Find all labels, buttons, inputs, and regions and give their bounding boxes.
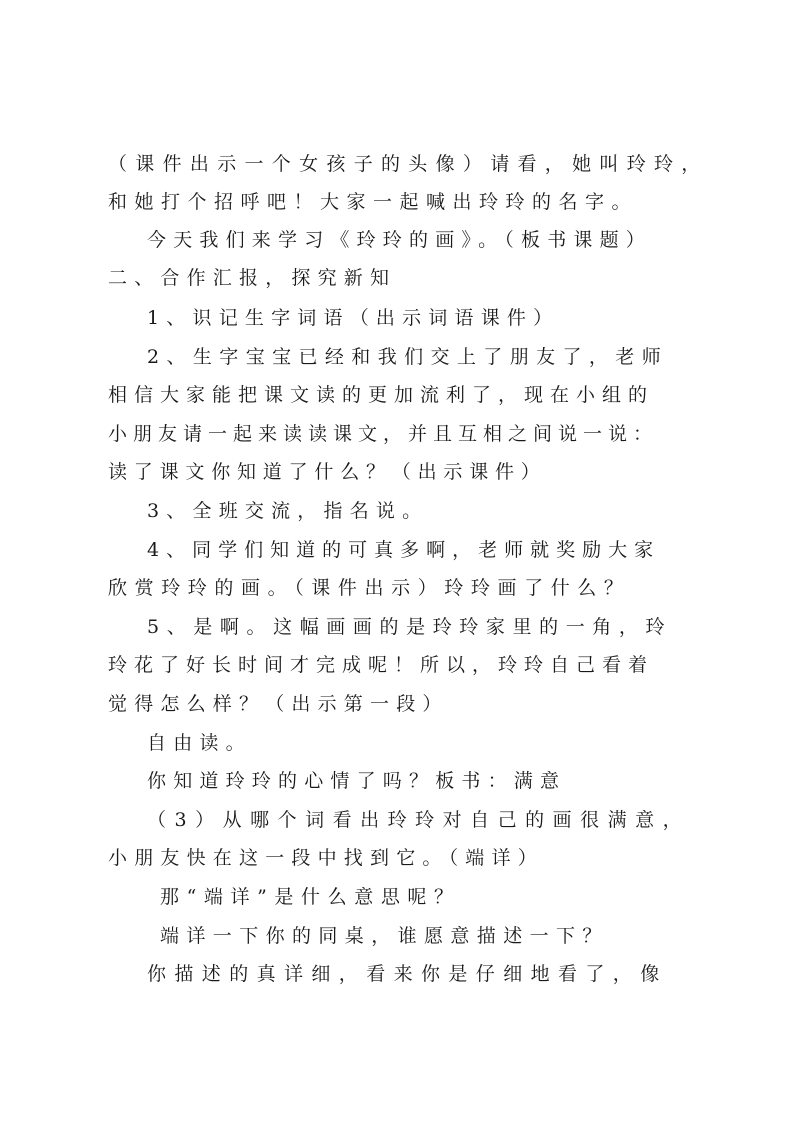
text-line-9: 读了课文你知道了什么？（出示课件） <box>108 461 547 483</box>
text-line-12: 欣赏玲玲的画。（课件出示）玲玲画了什么？ <box>108 577 631 599</box>
text-line-15: 觉得怎么样？（出示第一段） <box>108 693 449 715</box>
text-line-16: 自由读。 <box>147 732 252 754</box>
text-line-8: 小朋友请一起来读读课文，并且互相之间说一说： <box>108 423 659 445</box>
text-line-11: 4、同学们知道的可真多啊，老师就奖励大家 <box>147 539 661 561</box>
text-line-10: 3、全班交流，指名说。 <box>147 500 429 522</box>
text-line-17: 你知道玲玲的心情了吗？板书：满意 <box>147 770 567 792</box>
text-line-7: 相信大家能把课文读的更加流利了，现在小组的 <box>108 384 655 406</box>
text-line-6: 2、生字宝宝已经和我们交上了朋友了，老师 <box>147 346 669 368</box>
text-line-2: 和她打个招呼吧！大家一起喊出玲玲的名字。 <box>108 191 639 213</box>
text-line-18: （3）从哪个词看出玲玲对自己的画很满意， <box>147 809 691 831</box>
text-line-1: （课件出示一个女孩子的头像）请看，她叫玲玲， <box>108 153 709 175</box>
text-line-21: 端详一下你的同桌，谁愿意描述一下？ <box>160 925 609 947</box>
text-line-5: 1、识记生字词语（出示词语课件） <box>147 307 560 329</box>
text-line-3: 今天我们来学习《玲玲的画》。（板书课题） <box>147 229 653 251</box>
text-line-13: 5、是啊。这幅画画的是玲玲家里的一角，玲 <box>147 616 673 638</box>
text-line-19: 小朋友快在这一段中找到它。（端详） <box>108 847 544 869</box>
text-line-22: 你描述的真详细，看来你是仔细地看了，像 <box>147 963 668 985</box>
section-heading: 二、合作汇报，探究新知 <box>108 267 397 289</box>
text-line-14: 玲花了好长时间才完成呢！所以，玲玲自己看着 <box>108 654 655 676</box>
text-line-20: 那“端详”是什么意思呢？ <box>160 886 461 908</box>
